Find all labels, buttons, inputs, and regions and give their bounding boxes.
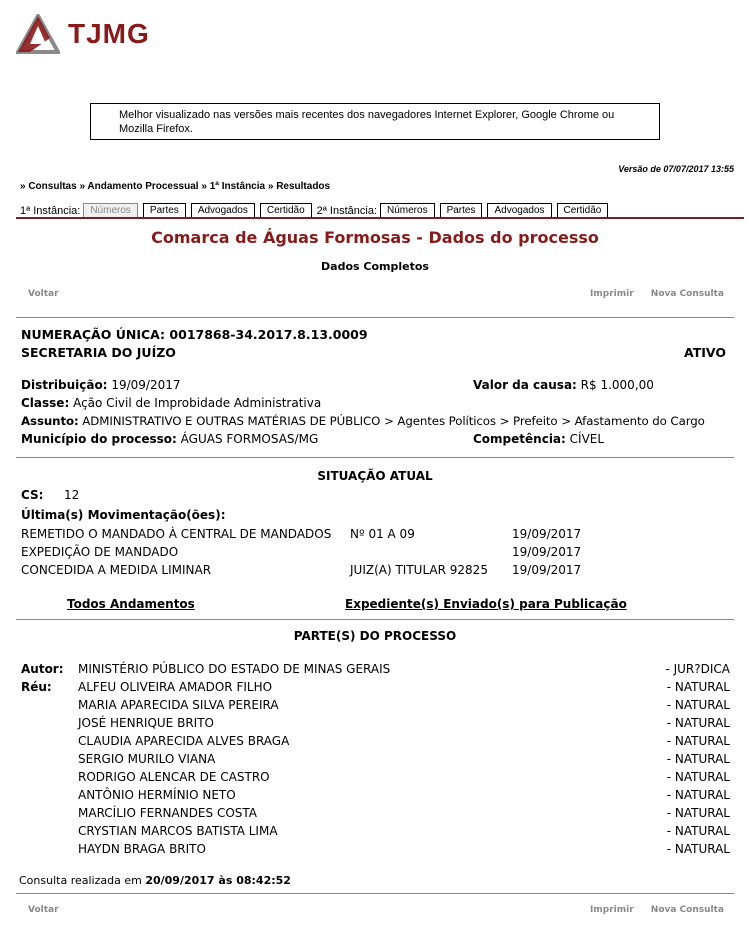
tab-2-certidao[interactable]: Certidão [557, 203, 609, 218]
party-name: SERGIO MURILO VIANA [78, 752, 216, 766]
mov-desc: REMETIDO O MANDADO À CENTRAL DE MANDADOS [21, 527, 332, 541]
divider [16, 317, 734, 318]
mov-extra: Nº 01 A 09 [350, 527, 415, 541]
breadcrumb: » Consultas » Andamento Processual » 1ª Instância » Resultados [20, 181, 331, 192]
party-name: MARCÍLIO FERNANDES COSTA [78, 806, 257, 820]
expediente-link[interactable]: Expediente(s) Enviado(s) para Publicação [345, 597, 627, 611]
numeracao-unica: NUMERAÇÃO ÚNICA: 0017868-34.2017.8.13.0009 [21, 327, 368, 342]
cs-label: CS: [21, 488, 44, 502]
party-type: - NATURAL [666, 788, 730, 802]
party-type: - NATURAL [666, 752, 730, 766]
classe: Classe: Ação Civil de Improbidade Administrativa [21, 396, 322, 410]
top-toolbar [28, 289, 724, 303]
assunto: Assunto: ADMINISTRATIVO E OUTRAS MATÉRIAS DE PÚBLICO > Agentes Políticos > Prefeito > Afastamento do Cargo [21, 414, 705, 428]
nova-consulta-link-bottom[interactable]: Nova Consulta [650, 905, 724, 915]
tjmg-logo[interactable] [16, 14, 150, 54]
party-type: - NATURAL [666, 842, 730, 856]
instance-tabs [20, 202, 613, 218]
voltar-link-bottom[interactable]: Voltar [28, 905, 59, 915]
page-title: Comarca de Águas Formosas - Dados do processo [151, 228, 599, 247]
consulta-timestamp: 20/09/2017 às 08:42:52 [145, 874, 291, 887]
partes-title: PARTE(S) DO PROCESSO [293, 629, 457, 643]
mov-desc: CONCEDIDA A MEDIDA LIMINAR [21, 563, 212, 577]
tab-group-1-label: 1ª Instância: [20, 205, 81, 217]
party-name: HAYDN BRAGA BRITO [78, 842, 206, 856]
cs-value: 12 [64, 488, 80, 502]
imprimir-link-top[interactable]: Imprimir [590, 289, 634, 299]
tab-1-certidao[interactable]: Certidão [260, 203, 312, 218]
version-text: Versão de 07/07/2017 13:55 [618, 164, 734, 174]
mov-date: 19/09/2017 [512, 563, 582, 577]
nova-consulta-link-top[interactable]: Nova Consulta [650, 289, 724, 299]
divider [16, 457, 734, 458]
mov-desc: EXPEDIÇÃO DE MANDADO [21, 545, 179, 559]
tab-1-partes[interactable]: Partes [143, 203, 186, 218]
tab-1-advogados[interactable]: Advogados [191, 203, 255, 218]
status-badge: ATIVO [684, 345, 726, 360]
tab-divider [16, 217, 744, 219]
party-name: MINISTÉRIO PÚBLICO DO ESTADO DE MINAS GERAIS [78, 662, 391, 676]
party-type: - NATURAL [666, 734, 730, 748]
secretaria: SECRETARIA DO JUÍZO [21, 345, 176, 360]
reu-label: Réu: [21, 680, 52, 694]
movimentacoes-label: Última(s) Movimentação(ões): [21, 508, 226, 522]
competencia: Competência: CÍVEL [473, 432, 605, 446]
tab-1-numeros[interactable]: Números [83, 203, 138, 218]
logo-text: TJMG [68, 18, 150, 49]
imprimir-link-bottom[interactable]: Imprimir [590, 905, 634, 915]
mov-extra: JUIZ(A) TITULAR 92825 [350, 563, 488, 577]
tab-2-numeros[interactable]: Números [380, 203, 435, 218]
divider [16, 619, 734, 620]
tab-group-2-label: 2ª Instância: [316, 205, 377, 217]
mov-date: 19/09/2017 [512, 545, 582, 559]
bottom-toolbar [28, 905, 724, 919]
todos-andamentos-link[interactable]: Todos Andamentos [67, 597, 195, 611]
distribuicao: Distribuição: 19/09/2017 [21, 378, 181, 392]
consulta-realizada: Consulta realizada em 20/09/2017 às 08:42:52 [19, 874, 291, 887]
triangle-logo-icon [16, 14, 60, 54]
page-subtitle: Dados Completos [321, 260, 429, 273]
party-type: - NATURAL [666, 716, 730, 730]
municipio: Município do processo: ÁGUAS FORMOSAS/MG [21, 432, 319, 446]
party-name: CRYSTIAN MARCOS BATISTA LIMA [78, 824, 278, 838]
party-type: - NATURAL [666, 806, 730, 820]
party-name: CLAUDIA APARECIDA ALVES BRAGA [78, 734, 290, 748]
situacao-title: SITUAÇÃO ATUAL [317, 469, 433, 483]
mov-date: 19/09/2017 [512, 527, 582, 541]
tab-2-advogados[interactable]: Advogados [487, 203, 551, 218]
divider [16, 893, 734, 894]
party-type: - NATURAL [666, 824, 730, 838]
numeracao-value: 0017868-34.2017.8.13.0009 [169, 327, 368, 342]
voltar-link-top[interactable]: Voltar [28, 289, 59, 299]
party-name: ANTÔNIO HERMÍNIO NETO [78, 788, 236, 802]
tab-2-partes[interactable]: Partes [440, 203, 483, 218]
party-name: JOSÉ HENRIQUE BRITO [78, 716, 214, 730]
party-type: - NATURAL [666, 698, 730, 712]
browser-notice: Melhor visualizado nas versões mais recentes dos navegadores Internet Explorer, Google Chrome ou Mozilla Firefox. [90, 103, 660, 140]
party-name: MARIA APARECIDA SILVA PEREIRA [78, 698, 279, 712]
party-name: RODRIGO ALENCAR DE CASTRO [78, 770, 270, 784]
party-name: ALFEU OLIVEIRA AMADOR FILHO [78, 680, 273, 694]
party-type: - NATURAL [666, 680, 730, 694]
autor-label: Autor: [21, 662, 64, 676]
valor-causa: Valor da causa: R$ 1.000,00 [473, 378, 654, 392]
party-type: - NATURAL [666, 770, 730, 784]
party-type: - JUR?DICA [665, 662, 730, 676]
